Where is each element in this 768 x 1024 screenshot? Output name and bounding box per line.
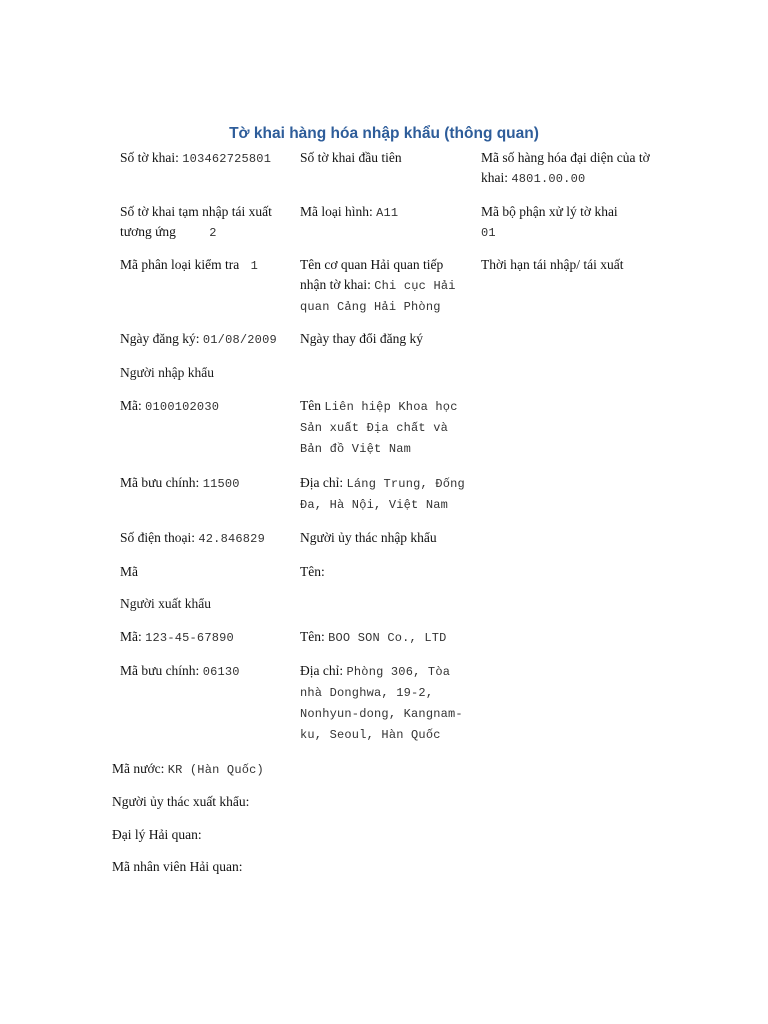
exporter-postal-value: 06130 bbox=[202, 665, 240, 679]
customs-office-label: Tên cơ quan Hải quan tiếp nhận tờ khai: bbox=[300, 257, 444, 292]
hs-code-label: Mã số hàng hóa đại diện của tờ khai: bbox=[481, 150, 650, 185]
exporter-heading: Người xuất khẩu bbox=[120, 596, 211, 611]
import-trustee-label: Người ủy thác nhập khẩu bbox=[300, 530, 437, 545]
importer-phone bbox=[120, 528, 292, 549]
exporter-name-value: BOO SON Co., LTD bbox=[328, 631, 447, 645]
customs-officer-code bbox=[112, 857, 512, 877]
exporter-code bbox=[120, 627, 292, 648]
country-code-value: KR (Hàn Quốc) bbox=[167, 763, 264, 777]
exporter-address bbox=[300, 661, 465, 745]
representative-hs-code bbox=[481, 148, 656, 189]
importer-phone-value: 42.846829 bbox=[198, 532, 265, 546]
exporter-postal-label: Mã bưu chính: bbox=[120, 663, 200, 678]
registration-date bbox=[120, 329, 292, 350]
declaration-number-label: Số tờ khai: bbox=[120, 150, 179, 165]
exporter-code-label: Mã: bbox=[120, 629, 142, 644]
importer-code-value: 0100102030 bbox=[145, 400, 220, 414]
importer-code bbox=[120, 396, 292, 417]
country-code bbox=[112, 759, 512, 780]
customs-agent-label: Đại lý Hải quan: bbox=[112, 827, 202, 842]
customs-office-value: Chi cục Hải quan Cảng Hải Phòng bbox=[300, 279, 456, 314]
importer-name bbox=[300, 396, 465, 459]
exporter-name-label: Tên: bbox=[300, 629, 325, 644]
importer-postal-code bbox=[120, 473, 292, 494]
trustee-name bbox=[300, 562, 465, 582]
declaration-number-value: 103462725801 bbox=[182, 152, 272, 166]
processing-department-label: Mã bộ phận xử lý tờ khai bbox=[481, 204, 618, 219]
processing-department-value: 01 bbox=[481, 226, 496, 240]
country-code-label: Mã nước: bbox=[112, 761, 165, 776]
trustee-name-label: Tên: bbox=[300, 564, 325, 579]
customs-officer-label: Mã nhân viên Hải quan: bbox=[112, 859, 243, 874]
importer-address-label: Địa chỉ: bbox=[300, 475, 344, 490]
trustee-code-label: Mã bbox=[120, 564, 138, 579]
importer-postal-value: 11500 bbox=[202, 477, 240, 491]
first-declaration-label: Số tờ khai đầu tiên bbox=[300, 150, 402, 165]
trustee-code bbox=[120, 562, 292, 582]
declaration-number bbox=[120, 148, 292, 169]
importer-address bbox=[300, 473, 465, 515]
importer-postal-label: Mã bưu chính: bbox=[120, 475, 200, 490]
first-declaration-number bbox=[300, 148, 465, 168]
document-title: Tờ khai hàng hóa nhập khẩu (thông quan) bbox=[229, 125, 539, 142]
import-trustee-heading bbox=[300, 528, 465, 548]
exporter-postal-code bbox=[120, 661, 292, 682]
registration-change-label: Ngày thay đổi đăng ký bbox=[300, 331, 423, 346]
processing-department bbox=[481, 202, 656, 243]
customs-agent bbox=[112, 825, 512, 845]
registration-date-label: Ngày đăng ký: bbox=[120, 331, 200, 346]
type-code bbox=[300, 202, 465, 223]
hs-code-value: 4801.00.00 bbox=[511, 172, 586, 186]
inspection-value: 1 bbox=[250, 259, 258, 273]
exporter-code-value: 123-45-67890 bbox=[145, 631, 234, 645]
registration-date-value: 01/08/2009 bbox=[202, 333, 277, 347]
importer-code-label: Mã: bbox=[120, 398, 142, 413]
customs-office bbox=[300, 255, 465, 317]
exporter-address-value: Phòng 306, Tòa nhà Donghwa, 19-2, Nonhyun-dong, Kangnam-ku, Seoul, Hàn Quốc bbox=[300, 665, 463, 742]
inspection-label: Mã phân loại kiểm tra bbox=[120, 257, 240, 272]
export-trustee-label: Người ủy thác xuất khẩu: bbox=[112, 794, 250, 809]
inspection-classification bbox=[120, 255, 292, 276]
export-trustee bbox=[112, 792, 512, 812]
deadline-label: Thời hạn tái nhập/ tái xuất bbox=[481, 257, 624, 272]
temp-import-reexport-number bbox=[120, 202, 292, 243]
importer-name-value: Liên hiệp Khoa học Sản xuất Địa chất và Bản đồ Việt Nam bbox=[300, 400, 458, 456]
type-code-label: Mã loại hình: bbox=[300, 204, 373, 219]
registration-change-date bbox=[300, 329, 465, 349]
type-code-value: A11 bbox=[376, 206, 399, 220]
importer-address-value: Láng Trung, Đống Đa, Hà Nội, Việt Nam bbox=[300, 477, 465, 512]
temp-import-value: 2 bbox=[209, 226, 217, 240]
importer-name-label: Tên bbox=[300, 398, 321, 413]
exporter-name bbox=[300, 627, 465, 648]
importer-phone-label: Số điện thoại: bbox=[120, 530, 195, 545]
reimport-reexport-deadline bbox=[481, 255, 656, 275]
exporter-address-label: Địa chỉ: bbox=[300, 663, 344, 678]
temp-import-label: Số tờ khai tạm nhập tái xuất tương ứng bbox=[120, 204, 272, 239]
importer-heading: Người nhập khẩu bbox=[120, 365, 214, 380]
